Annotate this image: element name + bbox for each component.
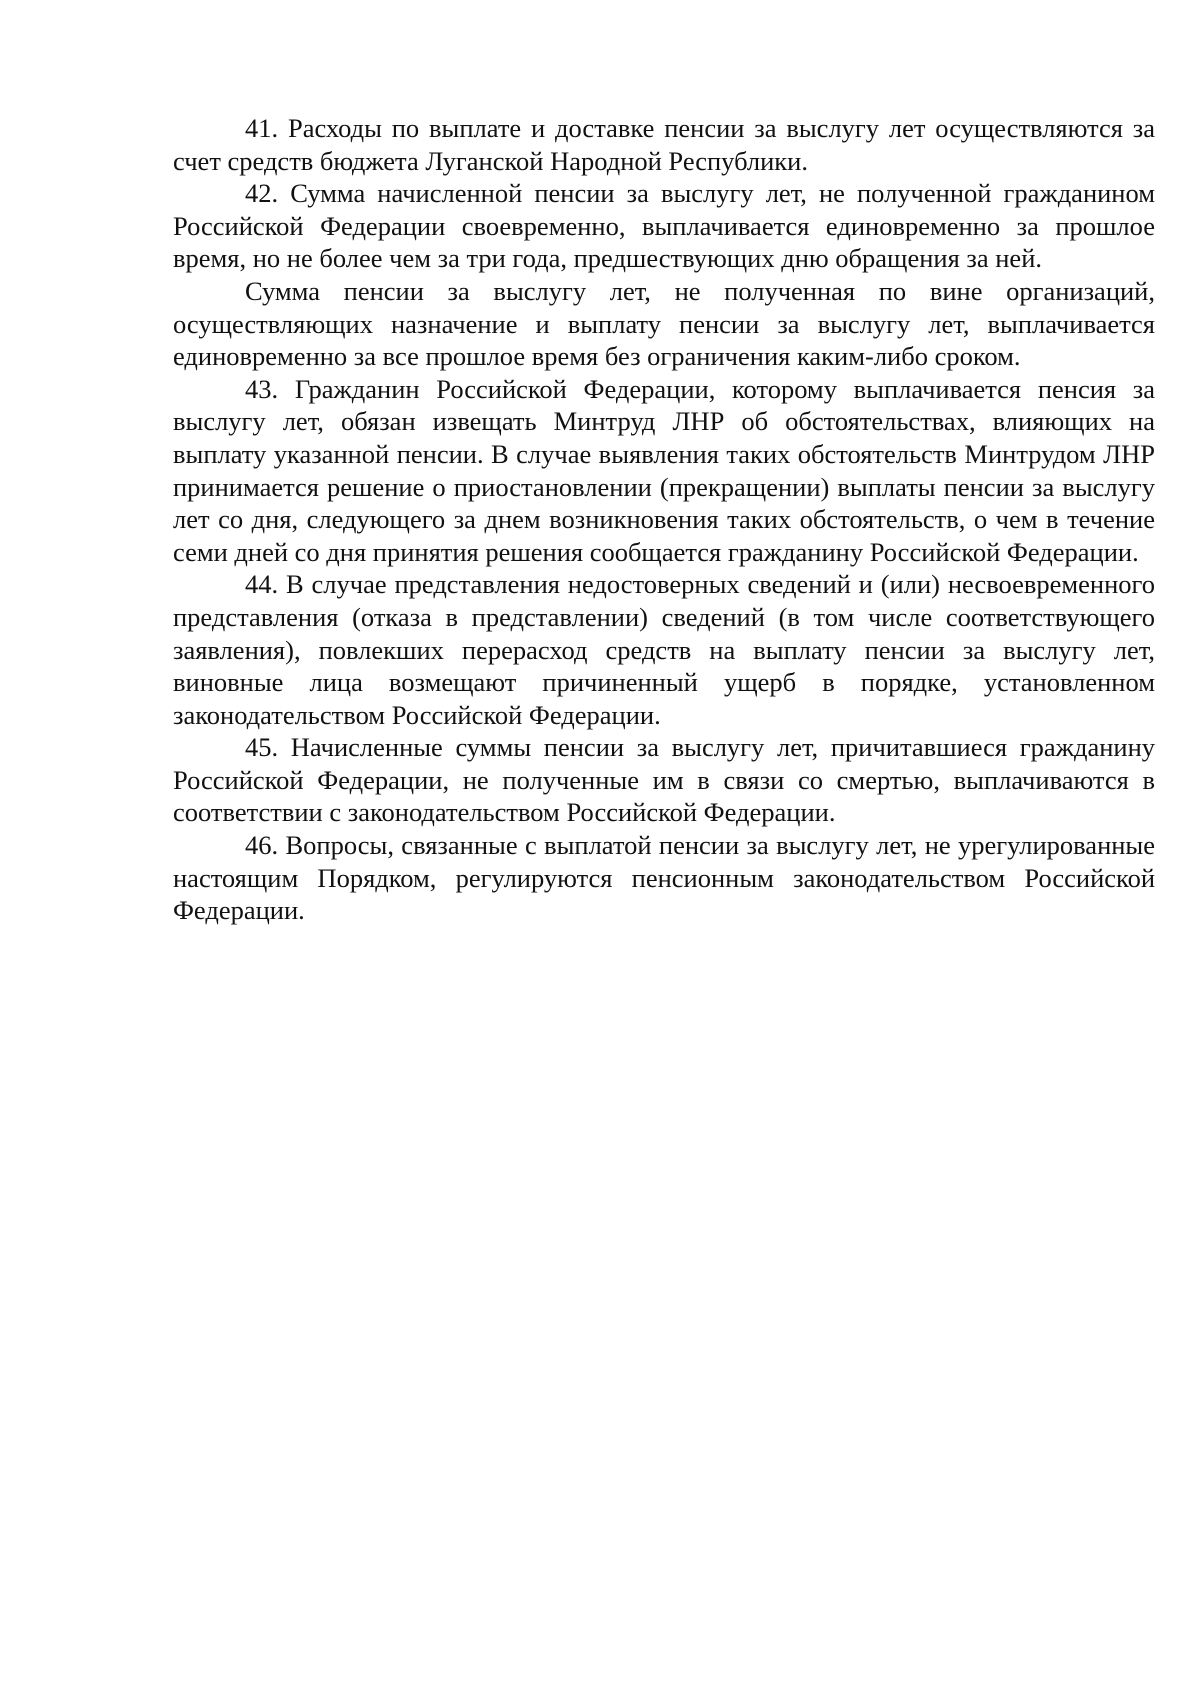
paragraph-44: 44. В случае представления недостоверных сведений и (или) несвоевременного представления (отказа в представлении) сведений (в том числе соответствующего заявления), повлекших перерасход средств на выплату пенсии за выслугу лет, виновные лица возмещают причиненный ущерб в порядке, установленном законодательством Российской Федерации.	[173, 569, 1155, 730]
document-body	[173, 112, 1155, 927]
paragraph-45: 45. Начисленные суммы пенсии за выслугу лет, причитавшиеся гражданину Российской Федерации, не полученные им в связи со смертью, выплачиваются в соответствии с законодательством Российской Федерации.	[173, 732, 1155, 828]
paragraph-43: 43. Гражданин Российской Федерации, которому выплачивается пенсия за выслугу лет, обязан извещать Минтруд ЛНР об обстоятельствах, влияющих на выплату указанной пенсии. В случае выявления таких обстоятельств Минтрудом ЛНР принимается решение о приостановлении (прекращении) выплаты пенсии за выслугу лет со дня, следующего за днем возникновения таких обстоятельств, о чем в течение семи дней со дня принятия решения сообщается гражданину Российской Федерации.	[173, 373, 1155, 567]
paragraph-42: 42. Сумма начисленной пенсии за выслугу лет, не полученной гражданином Российской Федерации своевременно, выплачивается единовременно за прошлое время, но не более чем за три года, предшествующих дню обращения за ней.	[173, 178, 1155, 274]
paragraph-46: 46. Вопросы, связанные с выплатой пенсии за выслугу лет, не урегулированные настоящим Порядком, регулируются пенсионным законодательством Российской Федерации.	[173, 830, 1155, 926]
paragraph-41: 41. Расходы по выплате и доставке пенсии за выслугу лет осуществляются за счет средств бюджета Луганской Народной Республики.	[173, 113, 1155, 176]
paragraph-42-continuation: Сумма пенсии за выслугу лет, не полученная по вине организаций, осуществляющих назначение и выплату пенсии за выслугу лет, выплачивается единовременно за все прошлое время без ограничения каким-либо сроком.	[173, 275, 1155, 372]
